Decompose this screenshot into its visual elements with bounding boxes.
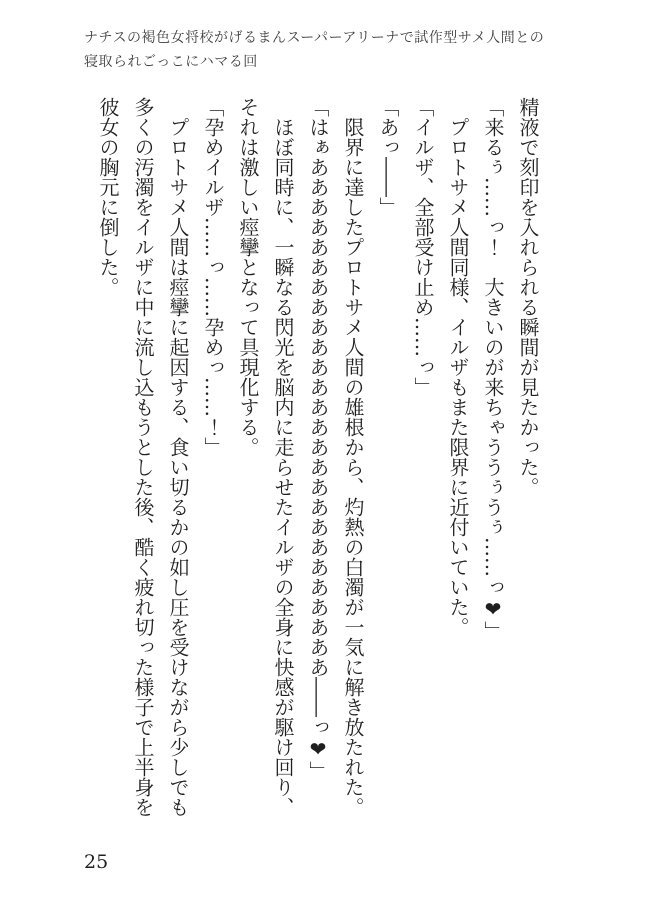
paragraph: プロトサメ人間は痙攣に起因する、食い切るかの如し圧を受けながら少しでも多くの汚濁をイルザに中に流し込もうとした後、酷く疲れ切った様子で上半身を彼女の胸元に倒した。 — [96, 97, 190, 817]
chapter-title — [84, 26, 544, 74]
chapter-title-line2: 寝取られごっこにハマる回 — [84, 54, 258, 70]
paragraph: プロトサメ人間同様、イルザもまた限界に近付いていた。 — [446, 117, 470, 637]
paragraph: 「あっ――」 — [376, 97, 400, 217]
paragraph: ほぼ同時に、一瞬なる閃光を脳内に走らせたイルザの全身に快感が駆け回り、それは激しい痙攣となって具現化する。 — [236, 97, 295, 817]
paragraph: 「孕めイルザ……っ……孕めっ……！」 — [201, 97, 225, 457]
body-text — [90, 97, 545, 817]
paragraph: 「はぁああああああああああああああああああああああああああ――っ❤」 — [306, 97, 330, 781]
paragraph: 限界に達したプロトサメ人間の雄根から、灼熱の白濁が一気に解き放たれた。 — [341, 117, 365, 817]
paragraph: 「イルザ、全部受け止め……っ」 — [411, 97, 435, 397]
chapter-title-line1: ナチスの褐色女将校がげるまんスーパーアリーナで試作型サメ人間との — [84, 30, 545, 46]
paragraph: 「来るぅ……っ！ 大きいのが来ちゃううぅうぅ……っ❤」 — [481, 97, 505, 641]
paragraph: 精液で刻印を入れられる瞬間が見たかった。 — [516, 97, 540, 497]
page-number: 25 — [84, 851, 109, 873]
